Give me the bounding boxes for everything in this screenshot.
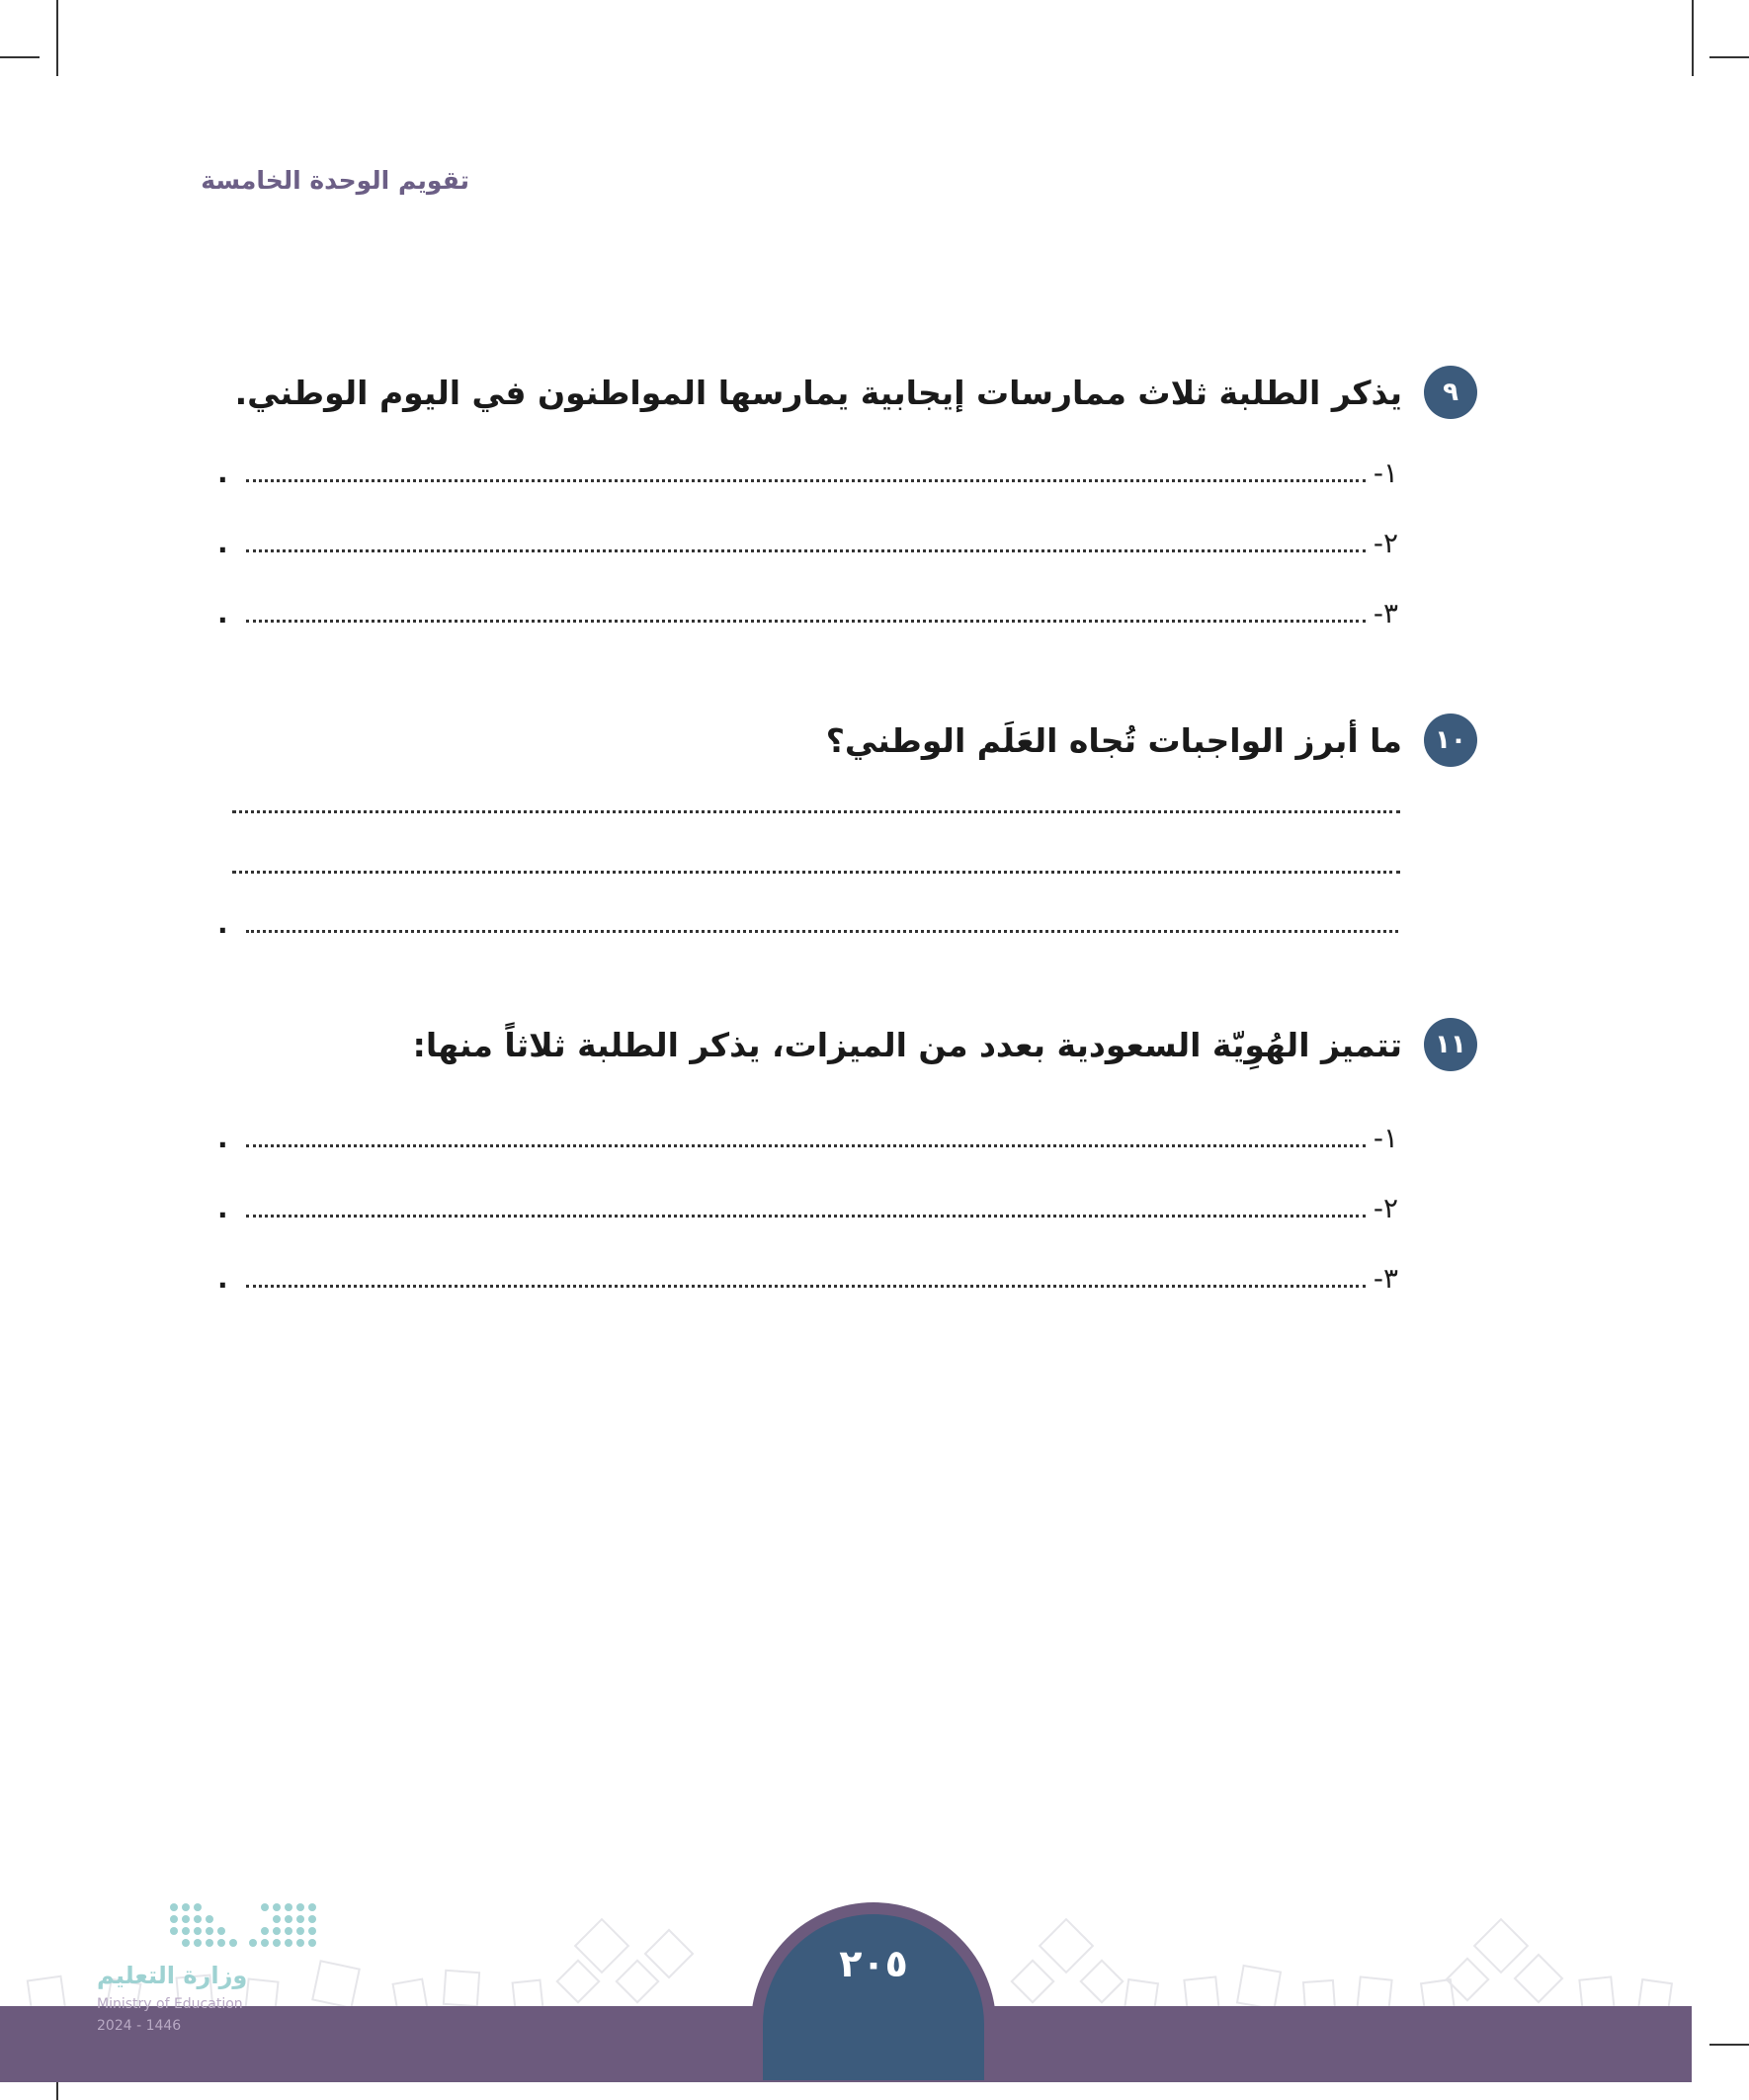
question-text: تتميز الهُوِيّة السعودية بعدد من الميزات، يذكر الطلبة ثلاثاً منها:: [412, 1025, 1402, 1064]
question-10: [826, 714, 1477, 767]
line-end-dot: .: [217, 457, 228, 489]
dotted-line: [246, 479, 1366, 482]
question-number-badge: ١٠: [1424, 714, 1477, 767]
answer-line-1[interactable]: [217, 457, 1398, 489]
answer-number: ١-: [1373, 1122, 1398, 1154]
dotted-line: [246, 1285, 1366, 1288]
answer-number: ١-: [1373, 457, 1398, 489]
line-end-dot: .: [217, 527, 228, 559]
answer-line-2[interactable]: [217, 1192, 1398, 1224]
crop-mark: [56, 0, 58, 76]
line-end-dot: .: [217, 597, 228, 630]
answer-line-2[interactable]: [217, 527, 1398, 559]
edition-year: 2024 - 1446: [97, 2018, 182, 2034]
line-end-dot: .: [217, 1262, 228, 1295]
question-text: ما أبرز الواجبات تُجاه العَلَم الوطني؟: [825, 720, 1402, 760]
ministry-name-en: Ministry of Education: [97, 1996, 243, 2012]
dotted-line: [246, 620, 1366, 623]
crop-mark: [1709, 56, 1749, 58]
question-number-badge: ١١: [1424, 1018, 1477, 1071]
question-text: يذكر الطلبة ثلاث ممارسات إيجابية يمارسها المواطنون في اليوم الوطني.: [234, 373, 1402, 412]
page-header-title: تقويم الوحدة الخامسة: [201, 166, 469, 195]
dotted-line: [246, 930, 1398, 933]
question-11: [413, 1018, 1477, 1071]
page-number: ٢٠٥: [839, 1942, 908, 1985]
answer-line-1[interactable]: [217, 1122, 1398, 1154]
answer-line-3[interactable]: [217, 1262, 1398, 1295]
dotted-line: [246, 1215, 1366, 1218]
dotted-line: [246, 1144, 1366, 1147]
crop-mark: [1692, 0, 1694, 76]
answer-number: ٢-: [1373, 1192, 1398, 1224]
question-number-badge: ٩: [1424, 366, 1477, 419]
answer-number: ٣-: [1373, 1262, 1398, 1295]
question-9: [235, 366, 1477, 419]
answer-line[interactable]: [232, 871, 1400, 874]
line-end-dot: .: [217, 1192, 228, 1224]
answer-number: ٣-: [1373, 597, 1398, 630]
ministry-name-ar: وزارة التعليم: [97, 1962, 248, 1989]
answer-line-3[interactable]: [217, 597, 1398, 630]
answer-line[interactable]: [232, 810, 1400, 813]
crop-mark: [1709, 2044, 1749, 2046]
line-end-dot: .: [217, 1122, 228, 1154]
answer-line-last[interactable]: [217, 907, 1398, 940]
crop-mark: [0, 56, 40, 58]
dotted-line: [246, 549, 1366, 552]
answer-number: ٢-: [1373, 527, 1398, 559]
line-end-dot: .: [217, 907, 228, 940]
